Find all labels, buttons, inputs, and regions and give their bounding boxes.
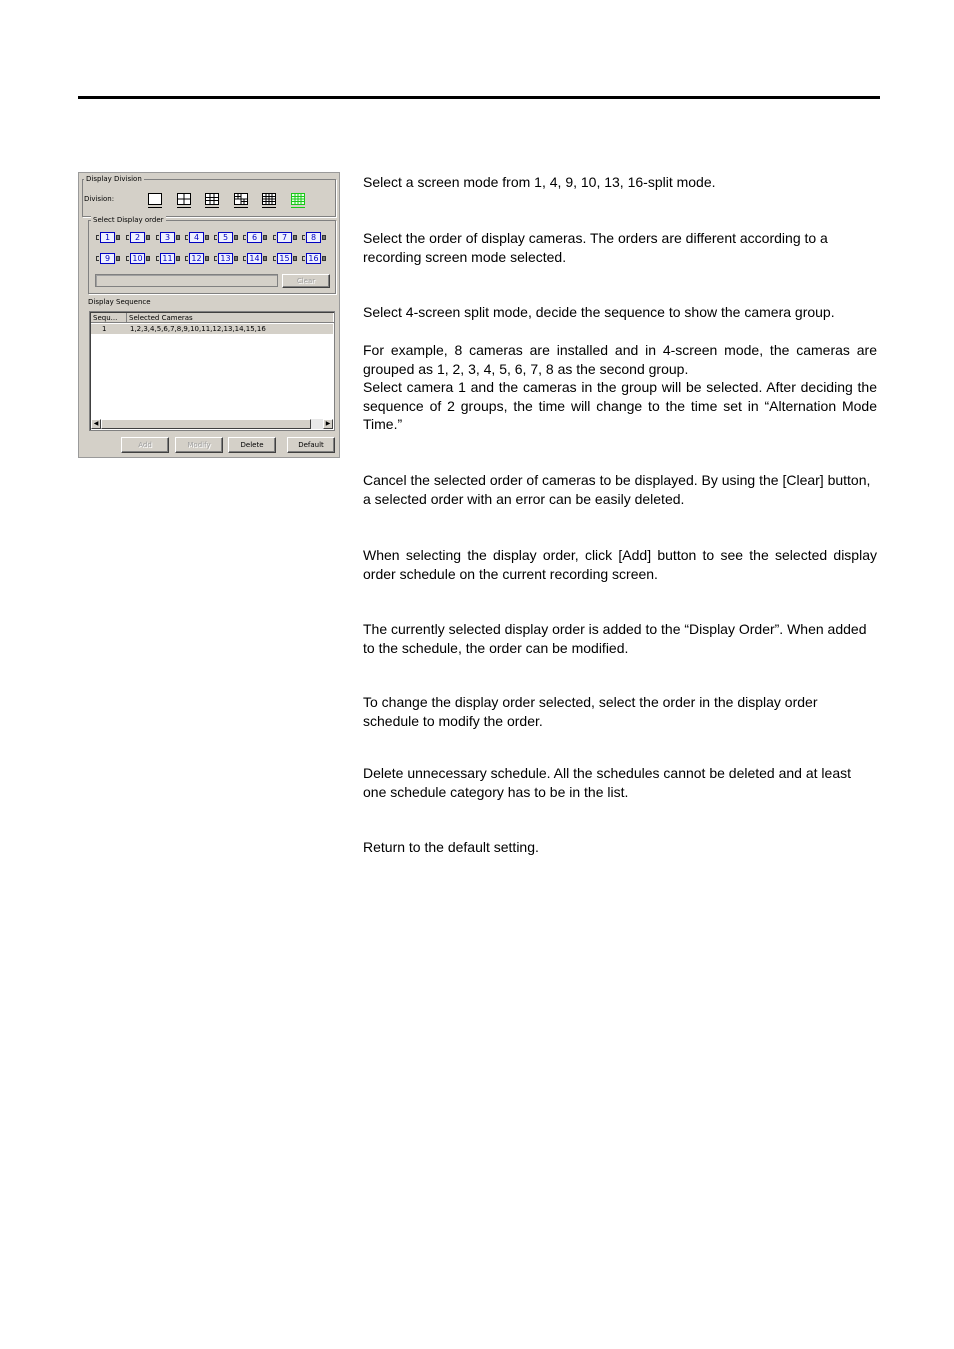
column-header-selected-cameras[interactable]: Selected Cameras (127, 313, 335, 323)
camera-button-9[interactable] (96, 253, 122, 265)
division-label: Division: (84, 195, 115, 203)
division-16-underline (291, 207, 305, 208)
camera-number: 13 (218, 253, 233, 264)
camera-number: 10 (130, 253, 145, 264)
division-13-underline (262, 207, 276, 208)
table-row[interactable] (91, 324, 333, 334)
modify-button[interactable]: Modify (175, 437, 223, 453)
camera-button-10[interactable] (126, 253, 152, 265)
camera-number: 12 (189, 253, 204, 264)
division-10-underline (234, 207, 248, 208)
division-1-icon[interactable] (148, 193, 162, 205)
camera-icon (234, 235, 238, 240)
division-10-icon[interactable] (234, 193, 248, 205)
camera-number: 14 (247, 253, 262, 264)
camera-number: 5 (218, 232, 233, 243)
camera-button-13[interactable] (214, 253, 240, 265)
division-9-icon[interactable] (205, 193, 219, 205)
display-sequence-title: Display Sequence (88, 298, 151, 306)
camera-icon (293, 256, 297, 261)
camera-button-2[interactable] (126, 232, 152, 244)
camera-button-7[interactable] (273, 232, 299, 244)
division-4-underline (177, 207, 191, 208)
add-button[interactable]: Add (121, 437, 169, 453)
camera-icon (205, 235, 209, 240)
division-1-underline (148, 207, 162, 208)
default-button[interactable]: Default (287, 437, 335, 453)
delete-button[interactable]: Delete (228, 437, 276, 453)
camera-number: 8 (306, 232, 321, 243)
division-13-icon[interactable] (262, 193, 276, 205)
camera-icon (176, 256, 180, 261)
camera-button-6[interactable] (243, 232, 269, 244)
camera-number: 7 (277, 232, 292, 243)
camera-button-8[interactable] (302, 232, 328, 244)
camera-group-description: Select camera 1 and the cameras in the group will be selected. After deciding the sequence of 2 groups, the time will change to the time set in “Alternation Mode Time.” (363, 379, 877, 432)
division-16-icon[interactable] (291, 193, 305, 205)
camera-number: 3 (160, 232, 175, 243)
display-division-title: Display Division (86, 175, 142, 183)
camera-icon (205, 256, 209, 261)
top-rule (78, 96, 880, 99)
camera-icon (263, 256, 267, 261)
division-9-underline (205, 207, 219, 208)
camera-icon (146, 256, 150, 261)
camera-number: 1 (100, 232, 115, 243)
example-description: For example, 8 cameras are installed and in 4-screen mode, the cameras are grouped as 1, 2, 3, 4, 5, 6, 7, 8 as the second group. (363, 342, 877, 377)
clear-description: Cancel the selected order of cameras to be displayed. By using the [Clear] button, a selected order with an error can be easily deleted. (363, 472, 871, 507)
camera-number: 2 (130, 232, 145, 243)
add-description: The currently selected display order is added to the “Display Order”. When added to the schedule, the order can be modified. (363, 621, 867, 656)
display-order-description: Select the order of display cameras. The orders are different according to a recording screen mode selected. (363, 230, 828, 265)
camera-button-15[interactable] (273, 253, 299, 265)
camera-icon (146, 235, 150, 240)
horizontal-scrollbar[interactable] (91, 419, 333, 429)
camera-icon (263, 235, 267, 240)
scroll-right-icon[interactable]: ▶ (323, 419, 333, 429)
camera-icon (176, 235, 180, 240)
camera-button-3[interactable] (156, 232, 182, 244)
clear-button[interactable]: Clear (282, 274, 330, 288)
camera-number: 4 (189, 232, 204, 243)
camera-number: 9 (100, 253, 115, 264)
column-header-sequence[interactable]: Sequ... (91, 313, 127, 323)
scroll-thumb[interactable] (101, 419, 311, 429)
add-view-description: When selecting the display order, click [Add] button to see the selected display order schedule on the current recording screen. (363, 547, 877, 582)
camera-icon (322, 235, 326, 240)
camera-number: 16 (306, 253, 321, 264)
camera-number: 15 (277, 253, 292, 264)
camera-number: 6 (247, 232, 262, 243)
default-description: Return to the default setting. (363, 839, 539, 855)
camera-icon (234, 256, 238, 261)
camera-button-1[interactable] (96, 232, 122, 244)
screen-mode-description: Select a screen mode from 1, 4, 9, 10, 13, 16-split mode. (363, 174, 716, 190)
scroll-left-icon[interactable]: ◀ (91, 419, 101, 429)
division-4-icon[interactable] (177, 193, 191, 205)
delete-description: Delete unnecessary schedule. All the schedules cannot be deleted and at least one schedule category has to be in the list. (363, 765, 851, 800)
camera-button-4[interactable] (185, 232, 211, 244)
sequence-description: Select 4-screen split mode, decide the sequence to show the camera group. (363, 304, 835, 320)
camera-button-11[interactable] (156, 253, 182, 265)
camera-button-12[interactable] (185, 253, 211, 265)
display-sequence-list[interactable] (89, 311, 335, 431)
camera-icon (116, 235, 120, 240)
camera-icon (322, 256, 326, 261)
camera-button-14[interactable] (243, 253, 269, 265)
camera-icon (116, 256, 120, 261)
row-sequence: 1 (102, 325, 107, 333)
camera-button-16[interactable] (302, 253, 328, 265)
selected-order-field[interactable] (95, 274, 278, 287)
camera-number: 11 (160, 253, 175, 264)
display-settings-panel (78, 172, 340, 458)
list-header (91, 313, 333, 323)
camera-button-5[interactable] (214, 232, 240, 244)
modify-description: To change the display order selected, select the order in the display order schedule to modify the order. (363, 694, 818, 729)
camera-icon (293, 235, 297, 240)
row-selected-cameras: 1,2,3,4,5,6,7,8,9,10,11,12,13,14,15,16 (130, 325, 266, 333)
select-display-order-title: Select Display order (93, 216, 164, 224)
